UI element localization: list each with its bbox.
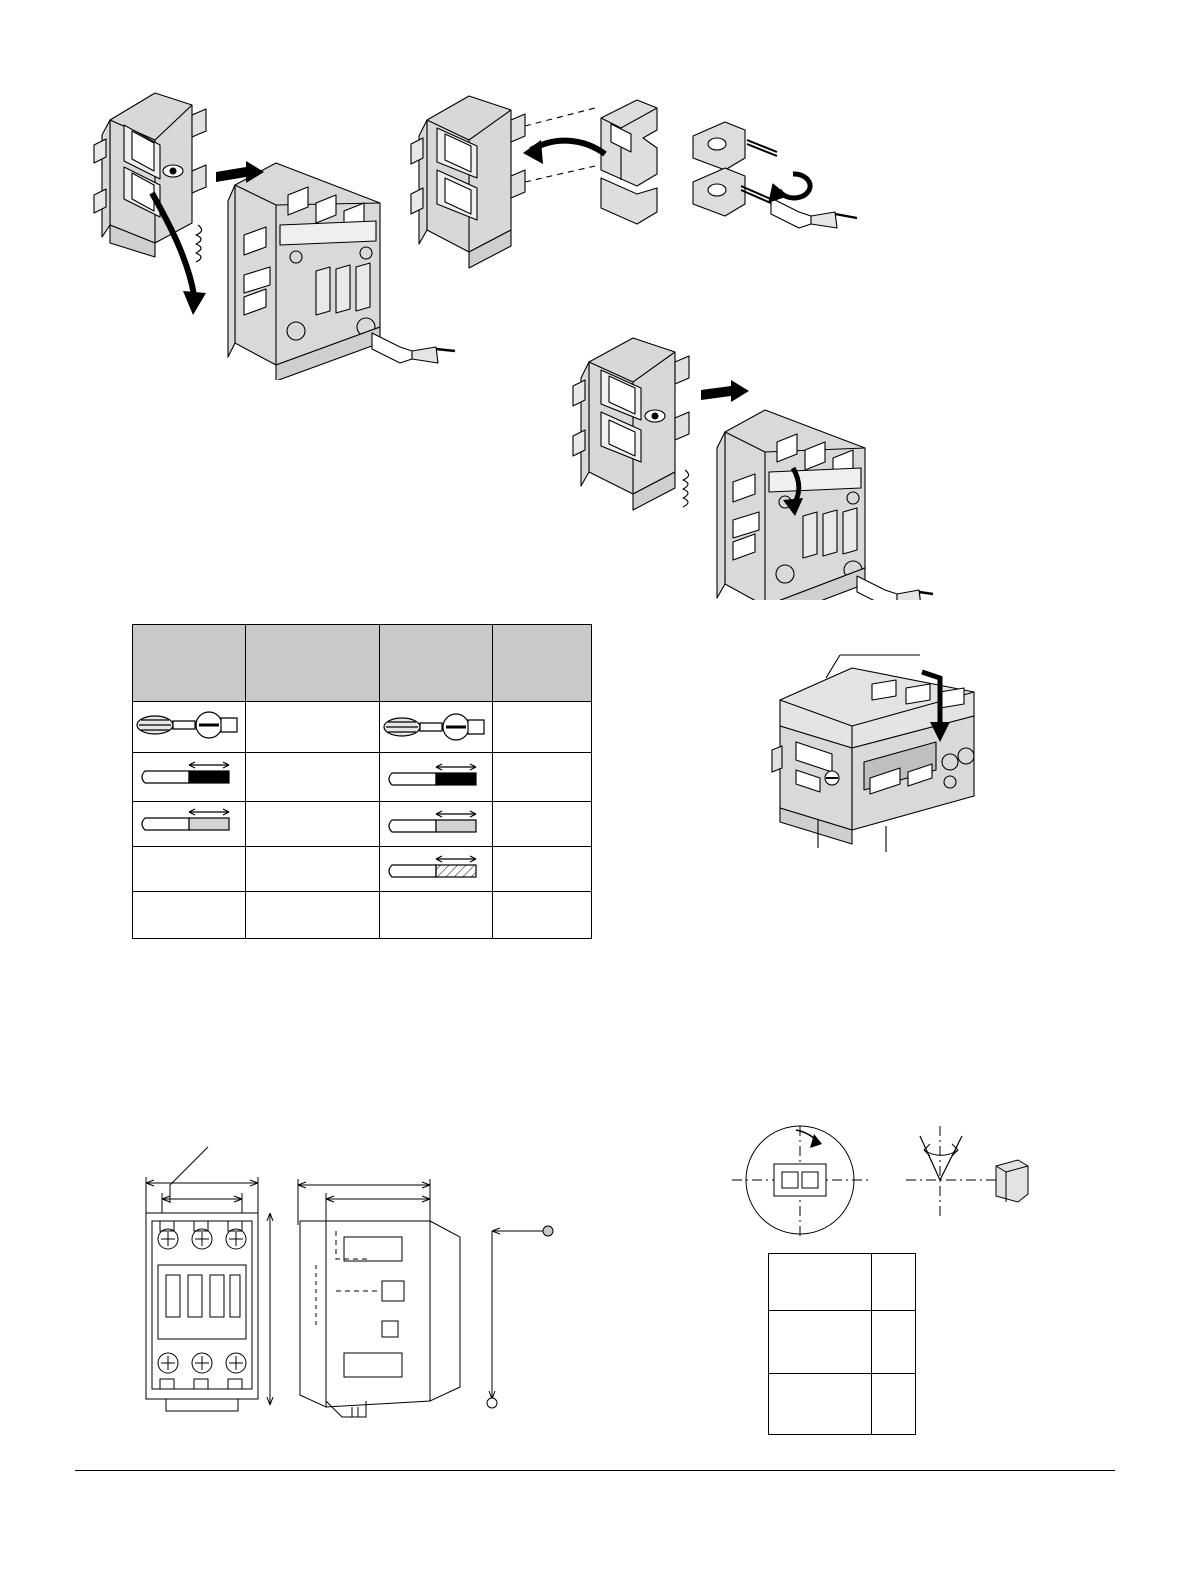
arrow-right-icon [701, 380, 749, 402]
wire-strip-diag-icon [380, 849, 490, 889]
mounting-cell-2b [871, 1311, 915, 1374]
cell-value-2a [245, 753, 379, 802]
cell-wire-hatch-1 [133, 802, 246, 847]
cell-screwdriver-2 [380, 702, 493, 753]
cell-wire-solid-2 [380, 753, 493, 802]
cell-wire-solid-1 [133, 753, 246, 802]
cell-empty-5b [245, 892, 379, 939]
header-cell-2 [245, 625, 379, 702]
table-row [769, 1374, 916, 1435]
cell-empty-4d [493, 847, 592, 892]
mounting-position-table [768, 1253, 916, 1435]
cell-value-3a [245, 802, 379, 847]
cell-empty-5d [493, 892, 592, 939]
mounting-cell-3a [769, 1374, 872, 1435]
terminal-tightening-data-table [132, 624, 592, 939]
table-row [133, 892, 592, 939]
table-row [133, 802, 592, 847]
table-header-row [133, 625, 592, 702]
cell-wire-hatch-2 [380, 802, 493, 847]
wire-strip-hatch-icon [380, 804, 490, 844]
cell-empty-5a [133, 892, 246, 939]
figure-coil-removal-front [80, 75, 460, 380]
wire-strip-hatch-icon [133, 802, 243, 842]
mounting-cell-1a [769, 1254, 872, 1311]
cell-empty-4a [133, 847, 246, 892]
cell-value-3b [493, 802, 592, 847]
table-row [133, 753, 592, 802]
cell-screwdriver-1 [133, 702, 246, 753]
cell-empty-4b [245, 847, 379, 892]
header-cell-3 [380, 625, 493, 702]
screwdriver-icon [133, 702, 243, 748]
cell-wire-diag [380, 847, 493, 892]
cell-value-1b [493, 702, 592, 753]
figure-mounting-orientation-top-view [718, 1120, 898, 1245]
figure-terminal-block-detail [760, 630, 1000, 860]
mounting-cell-3b [871, 1374, 915, 1435]
header-cell-1 [133, 625, 246, 702]
wire-strip-solid-icon [133, 753, 243, 797]
cell-value-1a [245, 702, 379, 753]
footer-divider [75, 1470, 1115, 1471]
figure-mounting-tilt-angle [900, 1120, 1050, 1245]
cell-value-2b [493, 753, 592, 802]
figure-coil-removal-exploded [405, 78, 875, 323]
header-cell-4 [493, 625, 592, 702]
mounting-cell-2a [769, 1311, 872, 1374]
table-row [133, 702, 592, 753]
arrow-curve-left-icon [523, 140, 605, 164]
cell-empty-5c [380, 892, 493, 939]
figure-coil-insertion [565, 320, 935, 600]
table-row [769, 1311, 916, 1374]
table-row [133, 847, 592, 892]
table-row [769, 1254, 916, 1311]
screwdriver-icon [380, 704, 490, 750]
wire-strip-solid-icon [380, 755, 490, 799]
figure-dimension-drawing [130, 1125, 650, 1425]
mounting-cell-1b [871, 1254, 915, 1311]
